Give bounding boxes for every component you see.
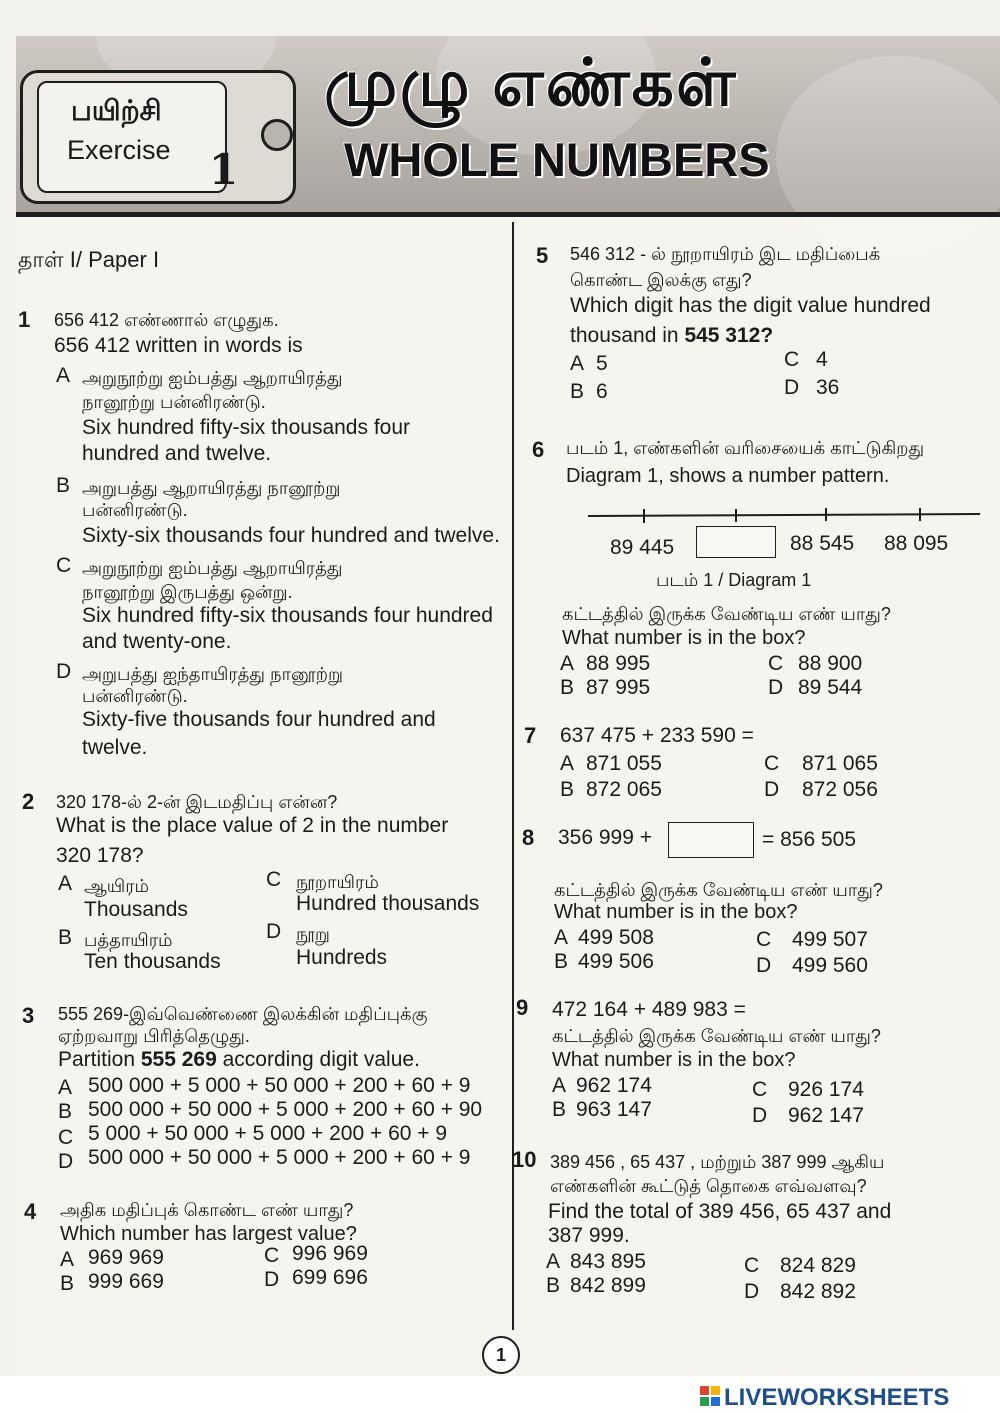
question-text: 387 999. [548,1224,630,1247]
question-number: 7 [524,723,537,748]
option-text: 88 995 [586,652,651,675]
option-label[interactable]: A [570,352,585,375]
option-text: 824 829 [780,1254,856,1277]
question-number: 3 [22,1003,35,1028]
question-number: 6 [532,437,545,462]
question-text-part: Partition [58,1048,141,1071]
option-label[interactable]: B [560,676,575,699]
option-label[interactable]: B [570,380,585,403]
option-label[interactable]: C [266,868,282,891]
option-label[interactable]: A [58,1076,73,1099]
question-text-tamil: 555 269-இவ்வெண்ணை இலக்கின் மதிப்புக்கு [58,1004,428,1024]
option-text: 5 000 + 50 000 + 5 000 + 200 + 60 + 9 [88,1122,448,1145]
option-label[interactable]: D [58,1150,74,1173]
tag-hole-icon [261,119,293,151]
header-divider [16,212,1000,217]
question-expression: = 856 505 [762,828,857,851]
question-text-tamil: ஏற்றவாறு பிரித்தெழுது. [58,1026,250,1046]
option-text: 89 544 [798,676,863,699]
option-text-tamil: அறுநூற்று ஐம்பத்து ஆறாயிரத்து [82,558,343,578]
option-text: 499 560 [792,954,868,977]
option-text: 6 [596,380,608,403]
question-text-bold: 545 312? [684,324,774,347]
option-label[interactable]: B [56,474,71,497]
option-label[interactable]: B [58,926,73,949]
option-text: 962 147 [788,1104,864,1127]
question-text-tamil: எண்களின் கூட்டுத் தொகை எவ்வளவு? [550,1176,867,1196]
option-label[interactable]: B [552,1098,567,1121]
option-text: 499 508 [578,926,654,949]
option-text: 88 900 [798,652,863,675]
question-text: Which digit has the digit value hundred [570,294,931,317]
option-text: Hundred thousands [296,892,480,915]
option-label[interactable]: B [560,778,575,801]
diagram-caption: படம் 1 / Diagram 1 [656,570,812,590]
answer-box[interactable] [668,822,754,858]
option-text: Sixty-six thousands four hundred and twelve. [82,524,500,547]
header-banner [16,36,1000,212]
answer-box[interactable] [696,526,776,558]
option-label[interactable]: C [264,1244,280,1267]
exercise-tag [20,70,296,204]
question-text-tamil: படம் 1, எண்களின் வரிசையைக் காட்டுகிறது [566,438,925,458]
option-text: 5 [596,352,608,375]
option-text: 500 000 + 50 000 + 5 000 + 200 + 60 + 90 [88,1098,483,1121]
question-text: What is the place value of 2 in the number [56,814,449,837]
option-text-tamil: நூறு [296,924,330,944]
option-text-tamil: அறுநூற்று ஐம்பத்து ஆறாயிரத்து [82,368,343,388]
option-label[interactable]: C [756,928,772,951]
option-label[interactable]: D [266,920,282,943]
question-number: 1 [18,307,31,332]
question-text-part: thousand in [570,324,685,347]
question-text: 320 178? [56,844,144,867]
question-text: What number is in the box? [554,901,798,923]
title-english: WHOLE NUMBERS [344,133,770,186]
option-text: Six hundred fifty-six thousands four hundred [82,604,493,627]
question-text-tamil: அதிக மதிப்புக் கொண்ட எண் யாது? [60,1200,354,1220]
option-label[interactable]: C [768,652,784,675]
liveworksheets-logo-icon [700,1386,720,1406]
option-text: 842 899 [570,1274,646,1297]
question-number: 2 [22,789,35,814]
pattern-number: 89 445 [610,536,675,559]
option-text: 500 000 + 50 000 + 5 000 + 200 + 60 + 9 [88,1146,471,1169]
option-label[interactable]: A [56,364,71,387]
option-text: Sixty-five thousands four hundred and [82,708,436,731]
question-number: 8 [522,825,535,850]
paper-label: தாள் I/ Paper I [18,247,160,272]
pattern-number: 88 545 [790,532,855,555]
option-text-tamil: ஆயிரம் [84,876,150,896]
question-text-part: according digit value. [216,1048,420,1071]
option-label[interactable]: A [546,1250,561,1273]
option-label[interactable]: C [56,554,72,577]
question-text-tamil: கட்டத்தில் இருக்க வேண்டிய எண் யாது? [552,1026,881,1046]
option-text: Six hundred fifty-six thousands four [82,416,411,439]
option-text: 872 056 [802,778,878,801]
option-text: Hundreds [296,946,388,969]
option-label[interactable]: C [784,348,800,371]
option-text: 999 669 [88,1270,164,1293]
option-text: 87 995 [586,676,651,699]
question-text [58,1048,420,1072]
question-text-tamil: கொண்ட இலக்கு எது? [570,270,752,290]
question-text-tamil: 389 456 , 65 437 , மற்றும் 387 999 ஆகிய [550,1152,885,1172]
option-text: 699 696 [292,1266,368,1289]
question-text: Find the total of 389 456, 65 437 and [548,1200,892,1223]
question-text-tamil: 546 312 - ல் நூறாயிரம் இட மதிப்பைக் [570,244,881,264]
question-text: What number is in the box? [562,627,806,649]
option-text-tamil: அறுபத்து ஐந்தாயிரத்து நானூற்று [82,664,344,684]
question-number: 4 [24,1199,37,1224]
option-label[interactable]: C [752,1078,768,1101]
option-label[interactable]: B [60,1272,75,1295]
option-text: hundred and twelve. [82,442,272,465]
option-label[interactable]: B [58,1100,73,1123]
option-label[interactable]: A [554,926,569,949]
question-text [570,324,773,348]
option-text-tamil: பன்னிரண்டு. [82,686,188,706]
option-label[interactable]: D [784,376,800,399]
exercise-label-tamil: பயிற்சி [71,95,162,126]
option-text: 500 000 + 5 000 + 50 000 + 200 + 60 + 9 [88,1074,471,1097]
option-text: 36 [816,376,840,399]
question-text-tamil: கட்டத்தில் இருக்க வேண்டிய எண் யாது? [554,880,883,900]
option-text: 962 174 [576,1074,652,1097]
option-label[interactable]: D [264,1268,280,1291]
option-text: 872 065 [586,778,662,801]
option-label[interactable]: B [554,950,569,973]
number-line [588,506,984,526]
question-text-bold: 555 269 [140,1048,217,1071]
option-label[interactable]: A [60,1248,75,1271]
question-text: What number is in the box? [552,1049,796,1071]
option-text: 843 895 [570,1250,646,1273]
option-text: 4 [816,348,828,371]
option-text: 499 507 [792,928,868,951]
option-text: 871 065 [802,752,878,775]
exercise-label: Exercise [67,135,171,165]
option-label[interactable]: D [752,1104,768,1127]
liveworksheets-brand[interactable]: LIVEWORKSHEETS [724,1384,950,1411]
question-expression: 472 164 + 489 983 = [552,998,746,1021]
option-label[interactable]: D [768,676,784,699]
option-text: 499 506 [578,950,654,973]
option-label[interactable]: D [756,954,772,977]
option-label[interactable]: D [56,660,72,683]
question-number: 10 [512,1147,537,1172]
option-text: Ten thousands [84,950,221,973]
title-tamil: முழு எண்கள் [324,45,738,119]
option-text: twelve. [82,736,148,759]
option-label[interactable]: A [560,652,575,675]
option-text-tamil: நானூற்று பன்னிரண்டு. [82,392,266,412]
question-expression: 637 475 + 233 590 = [560,724,754,747]
option-text-tamil: பத்தாயிரம் [84,930,173,950]
option-label[interactable]: B [546,1274,561,1297]
option-text: and twenty-one. [82,630,232,653]
question-text-tamil: 320 178-ல் 2-ன் இடமதிப்பு என்ன? [56,792,338,812]
option-text-tamil: அறுபத்து ஆறாயிரத்து நானூற்று [82,478,341,498]
option-text: 871 055 [586,752,662,775]
option-text: 996 969 [292,1242,368,1265]
worksheet-page [16,36,1000,1376]
option-text-tamil: பன்னிரண்டு. [82,500,188,520]
option-text: Thousands [84,898,188,921]
question-text-tamil: கட்டத்தில் இருக்க வேண்டிய எண் யாது? [562,604,891,624]
question-text-tamil: 656 412 எண்ணால் எழுதுக. [54,310,279,330]
option-label[interactable]: A [552,1074,567,1097]
question-text: Which number has largest value? [60,1223,357,1245]
option-text-tamil: நூறாயிரம் [296,872,379,892]
exercise-number: 1 [209,145,239,194]
option-label[interactable]: C [764,752,780,775]
question-expression: 356 999 + [558,826,653,849]
option-label[interactable]: D [764,778,780,801]
question-number: 5 [536,243,549,268]
option-text-tamil: நானூற்று இருபத்து ஒன்று. [82,582,293,602]
question-number: 9 [516,995,529,1020]
question-text: Diagram 1, shows a number pattern. [566,465,890,487]
option-text: 842 892 [780,1280,856,1303]
option-label[interactable]: C [58,1126,74,1149]
exercise-label-box [37,81,239,194]
decorative-shape [776,56,1000,256]
option-label[interactable]: A [560,752,575,775]
option-label[interactable]: D [744,1280,760,1303]
option-text: 969 969 [88,1246,164,1269]
option-label[interactable]: A [58,872,73,895]
option-label[interactable]: C [744,1254,760,1277]
page-number: 1 [482,1336,520,1374]
option-text: 926 174 [788,1078,864,1101]
question-text: 656 412 written in words is [54,334,303,357]
option-text: 963 147 [576,1098,652,1121]
pattern-number: 88 095 [884,532,949,555]
